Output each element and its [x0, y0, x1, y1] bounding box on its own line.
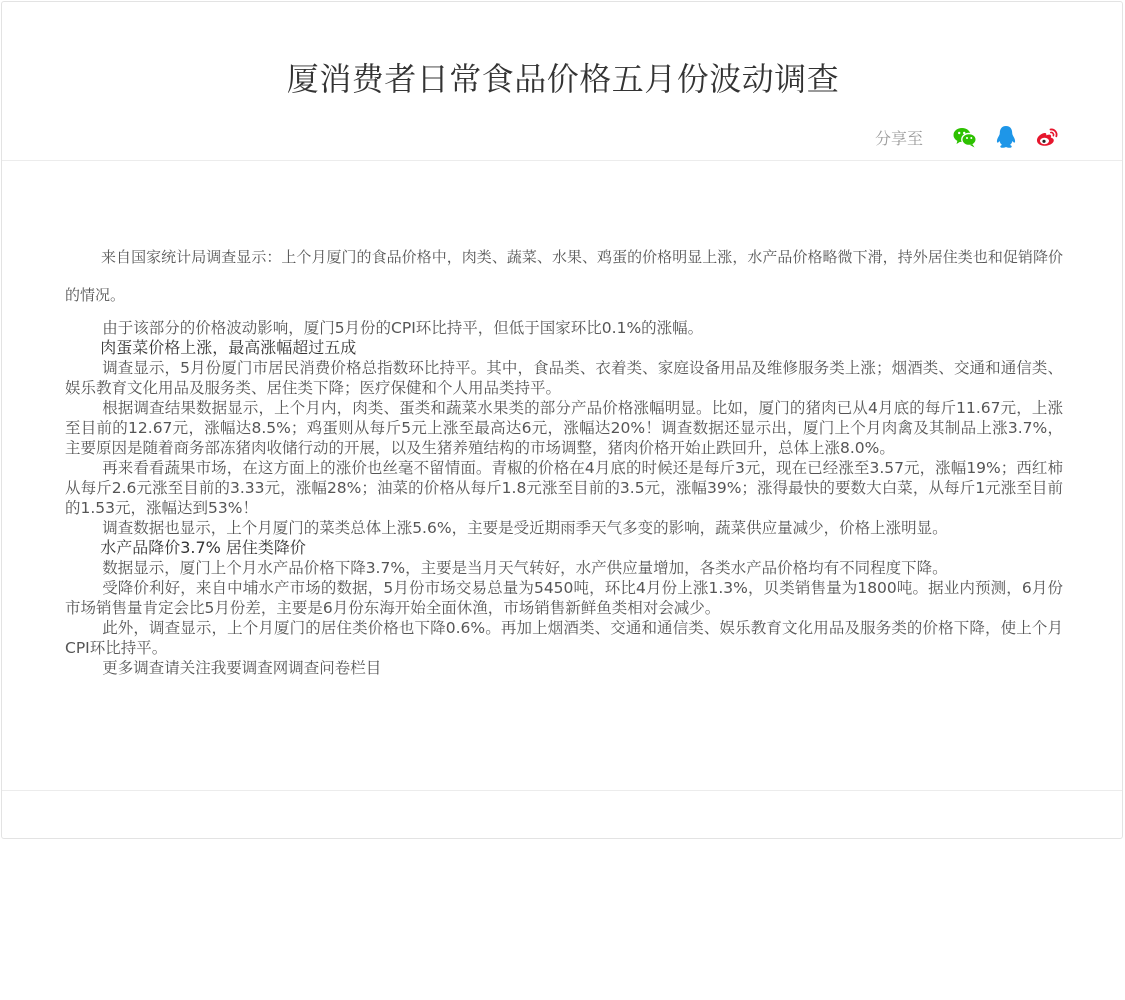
share-bar: [875, 122, 1060, 152]
article-body: [65, 242, 1063, 678]
paragraph-intro: 来自国家统计局调查显示：上个月厦门的食品价格中，肉类、蔬菜、水果、鸡蛋的价格明显上涨，水产品价格略微下滑，持外居住类也和促销降价的情况。: [65, 248, 1063, 304]
share-label: 分享至: [874, 128, 923, 148]
header-divider: [2, 160, 1122, 161]
weibo-icon[interactable]: [1034, 124, 1060, 150]
paragraph: 更多调查请关注我要调查网调查问卷栏目: [102, 659, 382, 677]
wechat-icon[interactable]: [952, 124, 978, 150]
paragraph: 受降价利好，来自中埔水产市场的数据，5月份市场交易总量为5450吨，环比4月份上涨1.3%，贝类销售量为1800吨。据业内预测，6月份市场销售量肯定会比5月份差，主要是6月份东海开始全面休渔，市场销售新鲜鱼类相对会减少。: [65, 579, 1063, 617]
paragraph: 再来看看蔬果市场，在这方面上的涨价也丝毫不留情面。青椒的价格在4月底的时候还是每斤3元，现在已经涨至3.57元，涨幅19%；西红柿从每斤2.6元涨至目前的3.33元，涨幅28%；油菜的价格从每斤1.8元涨至目前的3.5元，涨幅39%；涨得最快的要数大白菜，从每斤1元涨至目前的1.53元，涨幅达到53%！: [65, 459, 1063, 517]
article-title: 厦消费者日常食品价格五月份波动调查: [286, 60, 840, 98]
qq-icon[interactable]: [993, 124, 1019, 150]
paragraph: 由于该部分的价格波动影响，厦门5月份的CPI环比持平，但低于国家环比0.1%的涨幅。: [102, 319, 704, 337]
paragraph: 数据显示，厦门上个月水产品价格下降3.7%，主要是当月天气转好，水产供应量增加，各类水产品价格均有不同程度下降。: [102, 559, 948, 577]
section-heading: 水产品降价3.7% 居住类降价: [100, 538, 306, 557]
article-card: [1, 1, 1123, 839]
section-heading: 肉蛋菜价格上涨，最高涨幅超过五成: [100, 338, 357, 357]
paragraph: 根据调查结果数据显示，上个月内，肉类、蛋类和蔬菜水果类的部分产品价格涨幅明显。比如，厦门的猪肉已从4月底的每斤11.67元，上涨至目前的12.67元，涨幅达8.5%；鸡蛋则从每斤5元上涨至最高达6元，涨幅达20%！调查数据还显示出，厦门上个月肉禽及其制品上涨3.7%，主要原因是随着商务部冻猪肉收储行动的开展，以及生猪养殖结构的市场调整，猪肉价格开始止跌回升，总体上涨8.0%。: [65, 399, 1063, 457]
paragraph: 调查数据也显示，上个月厦门的菜类总体上涨5.6%，主要是受近期雨季天气多变的影响，蔬菜供应量减少，价格上涨明显。: [102, 519, 948, 537]
footer-divider: [2, 790, 1122, 791]
paragraph: 此外，调查显示，上个月厦门的居住类价格也下降0.6%。再加上烟酒类、交通和通信类、娱乐教育文化用品及服务类的价格下降，使上个月CPI环比持平。: [65, 619, 1063, 657]
paragraph: 调查显示，5月份厦门市居民消费价格总指数环比持平。其中，食品类、衣着类、家庭设备用品及维修服务类上涨；烟酒类、交通和通信类、娱乐教育文化用品及服务类、居住类下降；医疗保健和个人用品类持平。: [65, 359, 1063, 397]
